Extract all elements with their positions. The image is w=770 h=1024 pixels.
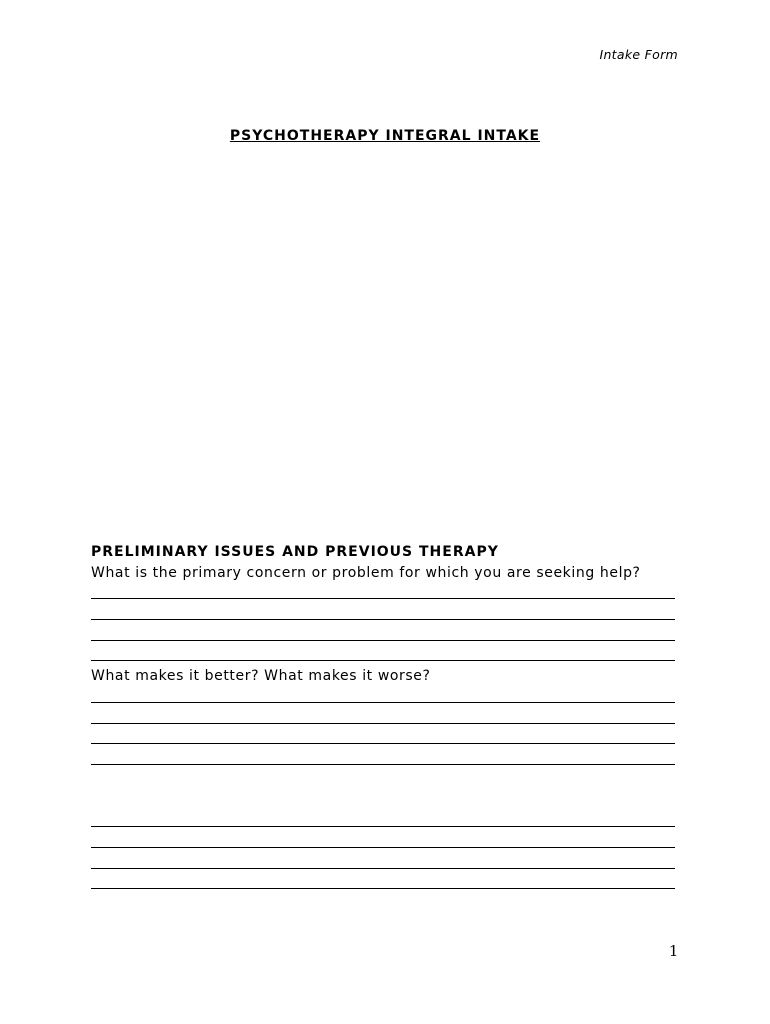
date-row: [91, 174, 563, 195]
answer-line[interactable]: [91, 729, 675, 750]
section-heading: PRELIMINARY ISSUES AND PREVIOUS THERAPY: [91, 544, 499, 560]
form-label: Intake Form: [599, 47, 678, 62]
relationship-row-1: [91, 400, 669, 421]
gender-block: [91, 358, 177, 379]
email-row: [91, 319, 563, 340]
answer-line[interactable]: [91, 749, 675, 770]
form-title: PSYCHOTHERAPY INTEGRAL INTAKE: [229, 128, 541, 144]
address-row: [91, 257, 563, 278]
relationship-block: [91, 400, 669, 442]
answer-line[interactable]: [91, 708, 675, 729]
gender-row: [91, 358, 177, 379]
question-primary-concern: What is the primary concern or problem for which you are seeking help?: [91, 564, 641, 581]
work-row: [91, 236, 563, 257]
question-immediate: [91, 770, 675, 791]
name-row: [91, 153, 563, 174]
page-number: 1: [668, 942, 679, 960]
cell-row: [91, 215, 563, 236]
answer-line[interactable]: [91, 646, 675, 667]
answer-line[interactable]: [91, 625, 675, 646]
answer-line[interactable]: [91, 874, 675, 895]
birthdate-row: [91, 299, 563, 320]
answer-line[interactable]: [91, 811, 675, 832]
preliminary-section: [91, 542, 675, 894]
answer-line[interactable]: [91, 584, 675, 605]
zip-row: [91, 278, 563, 299]
answer-line[interactable]: [91, 832, 675, 853]
relationship-row-2: [91, 421, 669, 442]
orientation-row: [91, 462, 667, 483]
question-better-worse: What makes it better? What makes it worse?: [91, 668, 431, 685]
answer-line[interactable]: [91, 604, 675, 625]
answer-line[interactable]: [91, 853, 675, 874]
home-row: [91, 195, 563, 216]
yes-no-row: [91, 791, 675, 812]
contact-fields: [91, 153, 563, 340]
answer-line[interactable]: [91, 687, 675, 708]
orientation-block: [91, 462, 667, 483]
